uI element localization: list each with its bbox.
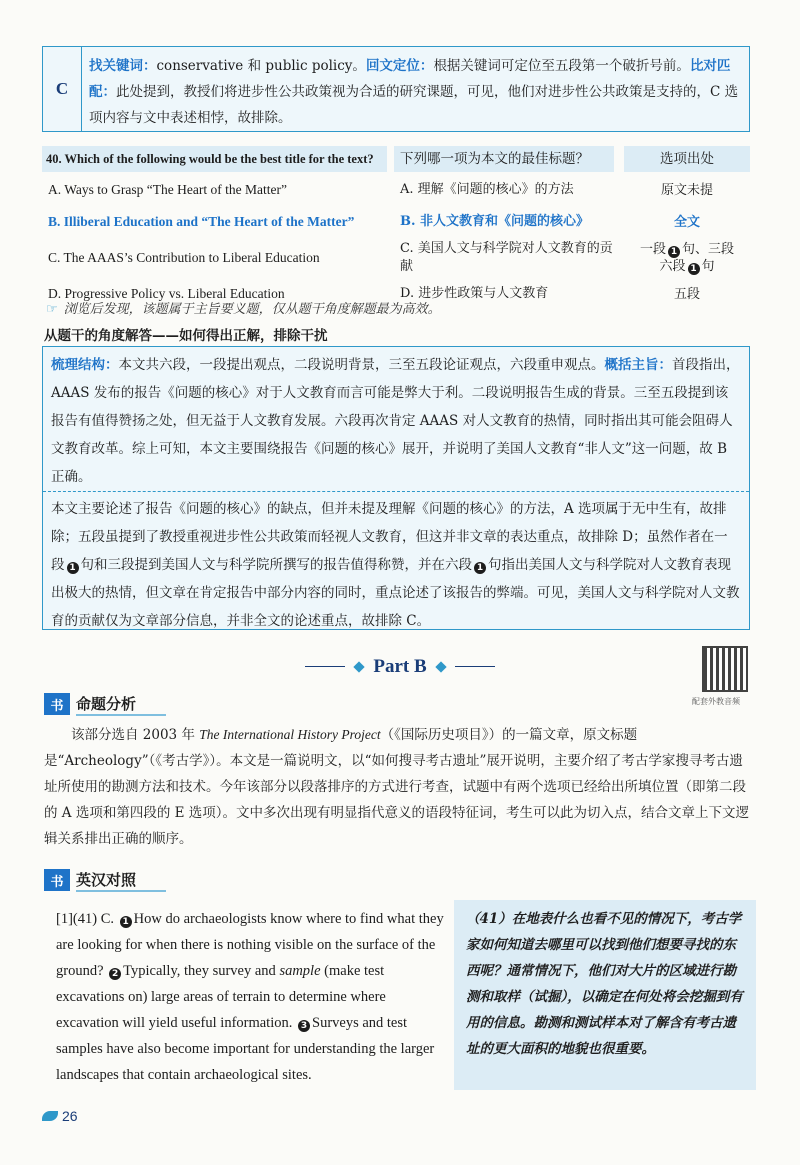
option-source: 全文 — [673, 214, 700, 230]
analysis-paragraph — [44, 722, 750, 852]
exclusion-text: 句和三段提到美国人文与科学院所撰写的报告值得称赞，并在六段 — [80, 557, 472, 573]
page-number: 26 — [62, 1108, 78, 1124]
option-source: 五段 — [673, 286, 700, 302]
dashed-divider — [43, 491, 749, 492]
structure-text: 本文共六段，一段提出观点，二段说明背景，三至五段论证观点，六段重申观点。 — [118, 357, 605, 373]
qr-code-icon[interactable] — [702, 646, 748, 692]
option-zh: B. 非人文教育和《问题的核心》 — [400, 214, 590, 229]
sentence-number-icon: 3 — [298, 1020, 310, 1032]
answer-analysis-box — [42, 346, 750, 630]
sentence: (make test excavations on) large areas of terrain to determine where excavation will yield useful information. — [56, 963, 386, 1031]
keyword-text: conservative 和 public policy。 — [156, 58, 366, 74]
source-part: 一段 — [639, 242, 666, 257]
option-row-b — [42, 206, 750, 238]
decor-line — [305, 666, 345, 667]
decor-line — [455, 666, 495, 667]
chinese-translation: （41）在地表什么也看不见的情况下，考古学家如何知道去哪里可以找到他们想要寻找的东西呢？通常情况下，他们对大片的区域进行勘测和取样（试掘），以确定在何处将会挖掘到有用的信息。勘测和测试样本对了解含有考古遗址的更大面积的地貌也很重要。 — [454, 900, 756, 1090]
option-c-analysis-box — [42, 46, 750, 132]
section-title: 命题分析 — [76, 693, 166, 716]
para-text: 该部分选自 2003 年 — [71, 727, 200, 743]
label-summary: 概括主旨： — [604, 357, 672, 373]
sentence-number-icon: 1 — [668, 246, 680, 258]
option-source: 原文未提 — [660, 182, 713, 198]
option-en: B. Illiberal Education and “The Heart of the Matter” — [48, 214, 355, 229]
para-text: （《国际历史项目》）的一篇文章，原文标题是“Archeology”（《考古学》）。本文是一篇说明文，以“如何搜寻考古遗址”展开说明，主要介绍了考古学家搜寻考古遗址所使用的勘测方法和技术。今年该部分以段落排序的方式进行考查，试题中有两个选项已经给出所填位置（即第二段的 A 选项和第四段的 E 选项）。文中多次出现有明显指代意义的语段特征词，考生可以此为切入点，结合文章上下文逻辑关系排出正确的顺序。 — [44, 727, 750, 847]
exclusion-text: 本文主要论述了报告《问题的核心》的缺点，但并未提及理解《问题的核心》的方法，A 选项属于无中生有，故排除；五段虽提到了教授重视进步性公共政策而轻视人文教育，但这并非文章的表达重点，故排除 D；虽然作者在一段 — [51, 501, 728, 573]
option-en: D. Progressive Policy vs. Liberal Education — [48, 286, 285, 301]
label-locate: 回文定位： — [365, 58, 434, 74]
question-stem-zh: 下列哪一项为本文的最佳标题？ — [394, 146, 614, 172]
question-stem-en: 40. Which of the following would be the best title for the text? — [42, 146, 387, 172]
option-source — [624, 238, 750, 278]
sentence: Typically, they survey and — [123, 963, 280, 979]
summary-text: 首段指出，AAAS 发布的报告《问题的核心》对于人文教育而言可能是弊大于利。二段说明报告生成的背景。三至五段提到该报告有值得赞扬之处，但无益于人文教育发展。六段再次肯定 AAAS 对人文教育的热情，同时指出其可能会阻碍人文教育改革。综上可知，本文主要围绕报告《问题的核心》展开，并说明了美国人文教育“非人文”这一问题，故 B 正确。 — [51, 357, 740, 485]
source-title: The International History Project — [199, 727, 381, 742]
option-zh: A. 理解《问题的核心》的方法 — [400, 182, 574, 197]
part-title: Part B — [373, 655, 427, 677]
sentence: Surveys and test samples have also become important for understanding the larger landscapes that contain archaeological sites. — [56, 1015, 435, 1083]
label-structure: 梳理结构： — [51, 357, 119, 373]
locate-text: 根据关键词可定位至五段第一个破折号前。 — [433, 58, 690, 74]
tip-note — [46, 298, 746, 317]
exclusion-text: 句指出美国人文与科学院对人文教育表现出极大的热情，但文章在肯定报告中部分内容的同时，重点论述了该报告的弊端。可见，美国人文与科学院对人文教育的贡献仅为文章部分信息，并非全文的论述重点，故排除 C。 — [51, 557, 740, 629]
decor-diamond-icon — [354, 661, 365, 672]
sentence-number-icon: 1 — [688, 263, 700, 275]
book-icon: 书 — [44, 693, 70, 715]
sentence: How do archaeologists know where to find what they are looking for when there is nothing visible on the surface of the ground? — [56, 911, 444, 979]
analysis-main — [51, 351, 741, 491]
option-zh: C. 美国人文与科学院对人文教育的贡献 — [400, 241, 613, 274]
section-heading-analysis — [44, 692, 166, 716]
source-part: 句 — [701, 259, 715, 274]
option-en: C. The AAAS’s Contribution to Liberal Education — [48, 250, 320, 265]
book-icon: 书 — [44, 869, 70, 891]
sentence-number-icon: 2 — [109, 968, 121, 980]
source-part: 句、三段 — [682, 242, 735, 257]
question-40-table — [42, 146, 750, 310]
tip-text: 浏览后发现，该题属于主旨要义题，仅从题干角度解题最为高效。 — [63, 302, 441, 317]
option-c-text — [89, 53, 741, 131]
sentence-number-icon: 1 — [67, 562, 79, 574]
italic-term: sample — [279, 963, 321, 979]
qr-caption: 配套外教音频 — [692, 697, 740, 706]
option-letter: C — [43, 47, 82, 131]
method-subheading: 从题干的角度解答——如何得出正解，排除干扰 — [44, 328, 328, 344]
label-keyword: 找关键词： — [89, 58, 157, 74]
sentence-number-icon: 1 — [120, 916, 132, 928]
sentence-number-icon: 1 — [474, 562, 486, 574]
source-column-header: 选项出处 — [624, 146, 750, 172]
option-zh: D. 进步性政策与人文教育 — [400, 286, 549, 301]
question-header — [42, 146, 750, 174]
section-heading-bilingual — [44, 868, 166, 892]
analysis-exclusion — [51, 495, 741, 635]
english-passage — [56, 906, 446, 1088]
section-title: 英汉对照 — [76, 869, 166, 892]
compare-text: 此处提到，教授们将进步性公共政策视为合适的研究课题，可见，他们对进步性公共政策是支持的，C 选项内容与文中表述相悖，故排除。 — [89, 84, 739, 126]
decor-diamond-icon — [435, 661, 446, 672]
leaf-icon — [42, 1111, 58, 1121]
source-part: 六段 — [659, 259, 686, 274]
label-compare: 比对匹配： — [89, 58, 731, 100]
page-footer — [42, 1108, 78, 1124]
option-en: A. Ways to Grasp “The Heart of the Matter” — [48, 182, 287, 197]
pointing-hand-icon: ☞ — [46, 302, 58, 317]
option-row-a — [42, 174, 750, 206]
para-text: [1](41) C. — [56, 911, 118, 927]
part-b-heading — [0, 652, 800, 678]
option-row-c — [42, 238, 750, 278]
